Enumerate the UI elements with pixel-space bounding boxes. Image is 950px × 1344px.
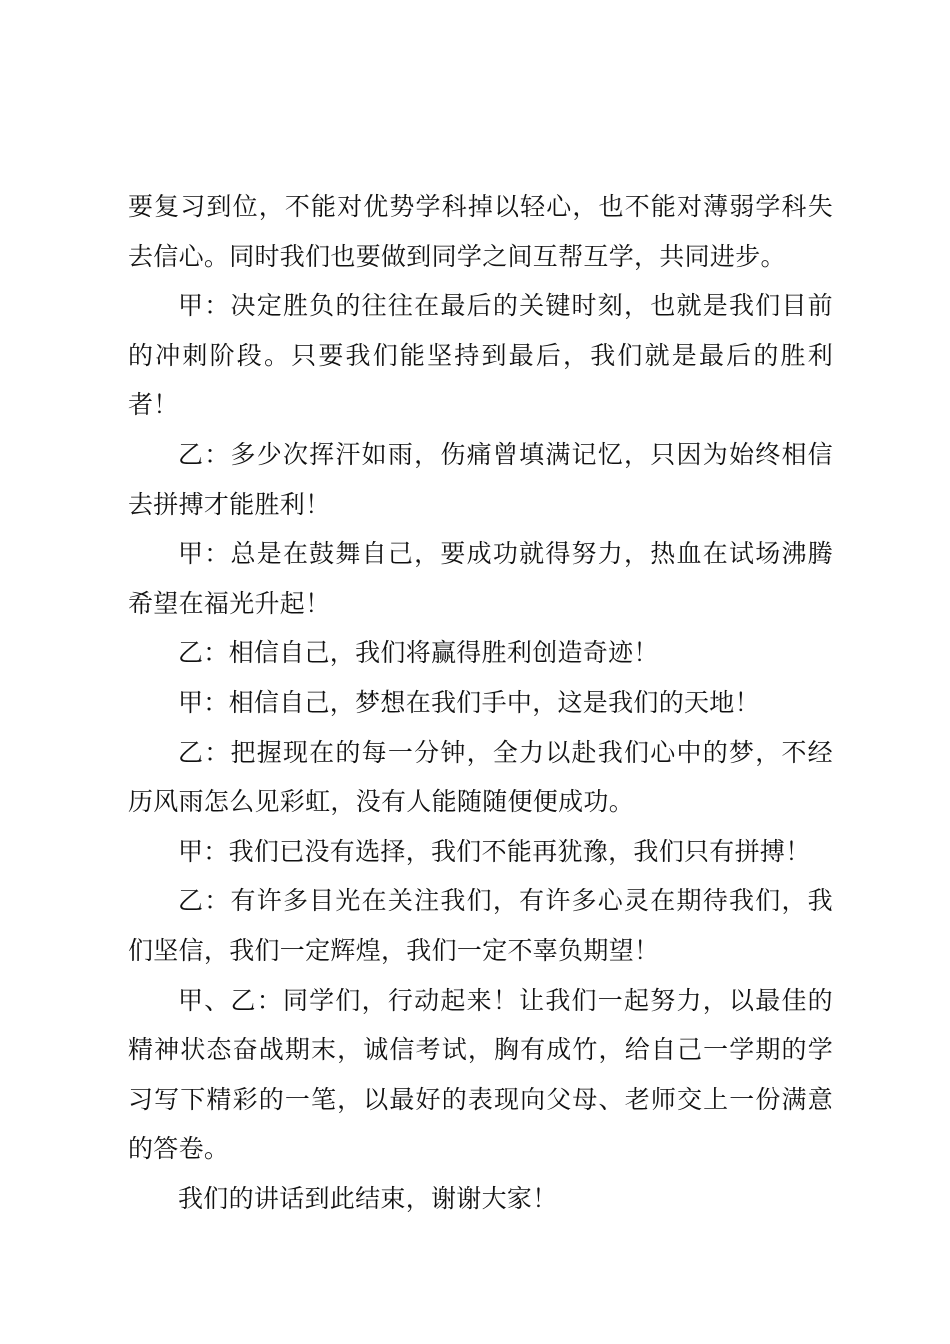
- paragraph-closing: 我们的讲话到此结束，谢谢大家！: [178, 1183, 558, 1213]
- document-body: [128, 182, 833, 1223]
- paragraph-jia-1: 甲：决定胜负的往往在最后的关键时刻，也就是我们目前的冲刺阶段。只要我们能坚持到最后，我们就是最后的胜利者！: [128, 291, 833, 420]
- paragraph-yi-1: 乙：多少次挥汗如雨，伤痛曾填满记忆，只因为始终相信去拼搏才能胜利！: [128, 439, 833, 519]
- paragraph-jia-2: 甲：总是在鼓舞自己，要成功就得努力，热血在试场沸腾希望在福光升起！: [128, 539, 833, 618]
- paragraph-yi-4: 乙：有许多目光在关注我们，有许多心灵在期待我们，我们坚信，我们一定辉煌，我们一定不辜负期望！: [128, 886, 833, 965]
- paragraph-yi-3: 乙：把握现在的每一分钟，全力以赴我们心中的梦，不经历风雨怎么见彩虹，没有人能随随便便成功。: [128, 737, 833, 817]
- paragraph-jia-yi: 甲、乙：同学们，行动起来！让我们一起努力，以最佳的精神状态奋战期末，诚信考试，胸有成竹，给自己一学期的学习写下精彩的一笔，以最好的表现向父母、老师交上一份满意的答卷。: [128, 985, 833, 1164]
- paragraph-continuation: 要复习到位，不能对优势学科掉以轻心，也不能对薄弱学科失去信心。同时我们也要做到同学之间互帮互学，共同进步。: [128, 192, 833, 271]
- paragraph-yi-2: 乙：相信自己，我们将赢得胜利创造奇迹！: [178, 638, 659, 668]
- paragraph-jia-4: 甲：我们已没有选择，我们不能再犹豫，我们只有拼搏！: [178, 836, 811, 866]
- paragraph-jia-3: 甲：相信自己，梦想在我们手中，这是我们的天地！: [178, 687, 760, 717]
